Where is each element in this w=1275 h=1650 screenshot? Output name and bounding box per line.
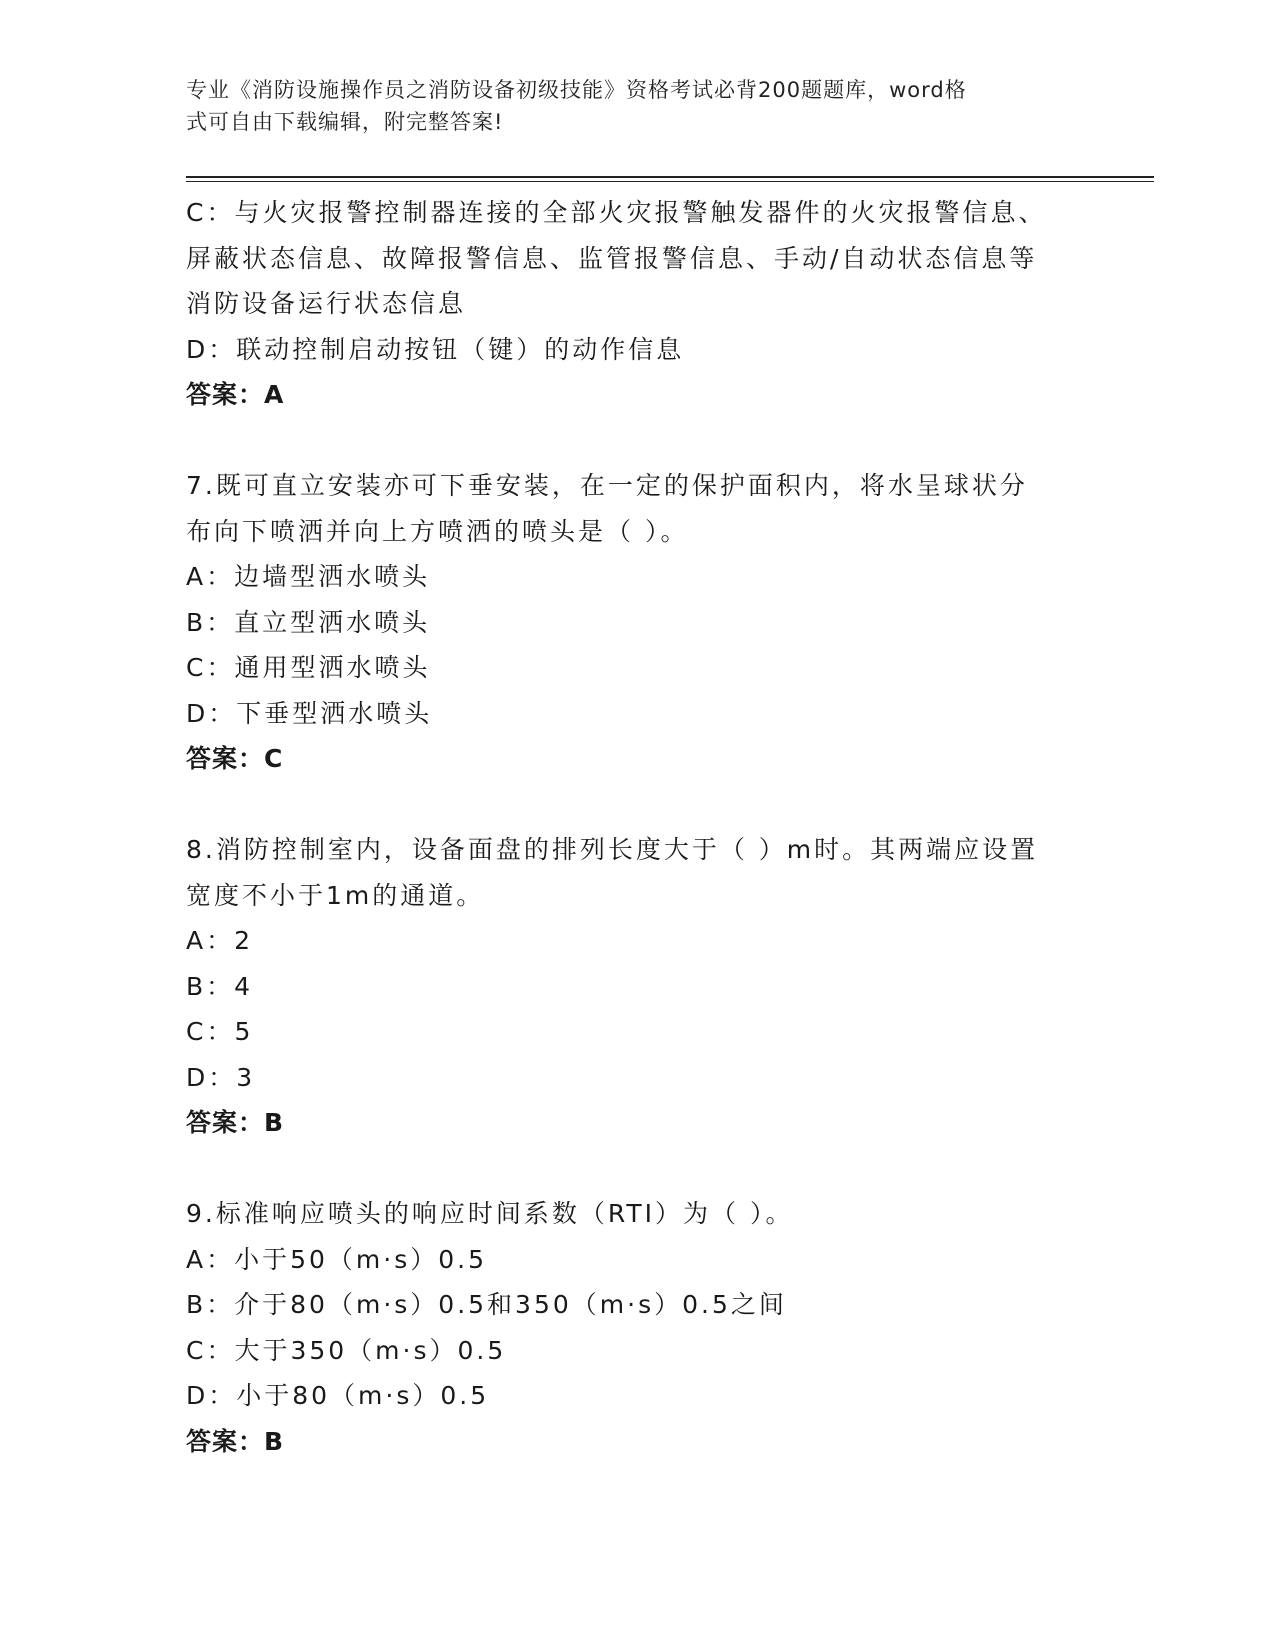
question-stem-line: 布向下喷洒并向上方喷洒的喷头是（ ）。	[186, 516, 689, 546]
spacer	[186, 782, 1126, 828]
prev-option-c-line-1: C：与火灾报警控制器连接的全部火灾报警触发器件的火灾报警信息、	[186, 198, 1047, 227]
option-b: B：4	[186, 971, 254, 1001]
question-stem-line: 宽度不小于1m的通道。	[186, 880, 485, 910]
question-stem-line: 9.标准响应喷头的响应时间系数（RTI）为（ ）。	[186, 1199, 794, 1228]
option-d: D：3	[186, 1062, 256, 1092]
document-body	[186, 190, 1126, 1464]
question-8	[186, 827, 1126, 1146]
header-rule-thick	[186, 176, 1154, 178]
option-a: A：小于50（m·s）0.5	[186, 1244, 487, 1274]
prev-answer: 答案：A	[186, 380, 285, 409]
answer: 答案：B	[186, 1108, 285, 1137]
option-a: A：边墙型洒水喷头	[186, 562, 431, 591]
prev-option-c-line-3: 消防设备运行状态信息	[186, 289, 467, 318]
option-d: D：小于80（m·s）0.5	[186, 1381, 490, 1410]
question-stem-line: 8.消防控制室内，设备面盘的排列长度大于（ ）m时。其两端应设置	[186, 835, 1039, 864]
answer: 答案：B	[186, 1426, 285, 1456]
option-b: B：介于80（m·s）0.5和350（m·s）0.5之间	[186, 1290, 787, 1319]
option-c: C：5	[186, 1017, 254, 1046]
option-b: B：直立型洒水喷头	[186, 607, 431, 637]
option-c: C：通用型洒水喷头	[186, 653, 431, 682]
option-a: A：2	[186, 926, 254, 955]
prev-option-d: D：联动控制启动按钮（键）的动作信息	[186, 334, 685, 364]
spacer	[186, 1146, 1126, 1192]
header-rule-thin	[186, 181, 1154, 182]
header-line-1: 专业《消防设施操作员之消防设备初级技能》资格考试必背200题题库，word格	[186, 78, 967, 102]
question-stem-line: 7.既可直立安装亦可下垂安装，在一定的保护面积内，将水呈球状分	[186, 471, 1028, 500]
document-header	[186, 74, 1086, 138]
prev-question	[186, 190, 1126, 418]
prev-option-c-line-2: 屏蔽状态信息、故障报警信息、监管报警信息、手动/自动状态信息等	[186, 243, 1038, 273]
question-9	[186, 1191, 1126, 1464]
answer: 答案：C	[186, 744, 284, 773]
option-c: C：大于350（m·s）0.5	[186, 1335, 507, 1365]
spacer	[186, 418, 1126, 464]
header-line-2: 式可自由下载编辑，附完整答案!	[186, 110, 504, 134]
option-d: D：下垂型洒水喷头	[186, 698, 433, 728]
question-7	[186, 463, 1126, 782]
